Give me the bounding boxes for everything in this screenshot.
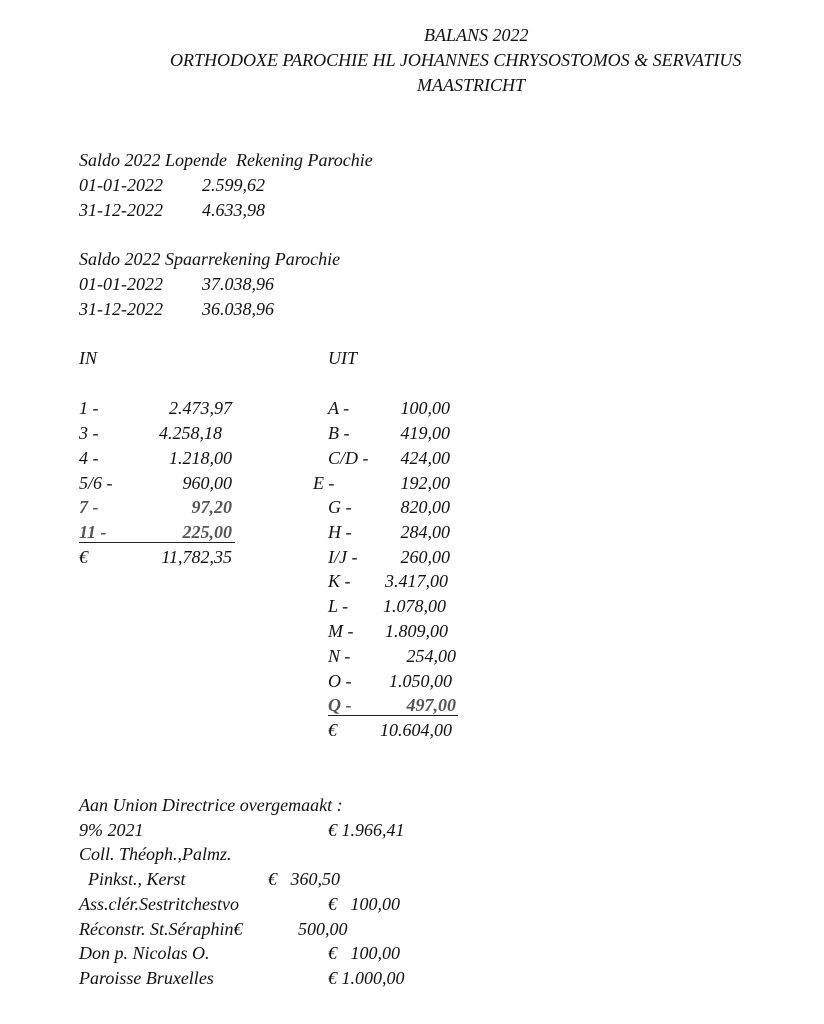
union-title: Aan Union Directrice overgemaakt :	[79, 795, 343, 815]
in-amount: 1.218,00	[169, 448, 232, 468]
doc-title: BALANS 2022	[424, 25, 529, 45]
uit-amount: 254,00	[406, 646, 456, 666]
in-amount: 2.473,97	[169, 398, 232, 418]
uit-code: B -	[328, 423, 350, 443]
spaar-amount: 36.038,96	[202, 299, 274, 319]
lopende-date: 01-01-2022	[79, 175, 163, 195]
spaar-title: Saldo 2022 Spaarrekening Parochie	[79, 249, 341, 269]
in-code: 4 -	[79, 448, 99, 468]
in-code: 11 -	[79, 522, 107, 542]
union-amount: € 100,00	[328, 943, 400, 963]
uit-amount: 100,00	[400, 398, 450, 418]
in-amount: 97,20	[191, 497, 232, 517]
uit-amount: 3.417,00	[385, 571, 448, 591]
uit-total-currency: €	[328, 720, 337, 740]
lopende-amount: 2.599,62	[202, 175, 265, 195]
uit-code: C/D -	[328, 448, 369, 468]
uit-code: E -	[313, 473, 335, 493]
in-total: 11,782,35	[161, 547, 232, 567]
in-code: 1 -	[79, 398, 99, 418]
union-amount: € 100,00	[328, 894, 400, 914]
in-amount: 225,00	[182, 522, 232, 542]
uit-amount: 1.809,00	[385, 621, 448, 641]
uit-code: M -	[328, 621, 354, 641]
uit-code: G -	[328, 497, 352, 517]
union-label: Réconstr. St.Séraphin€	[79, 919, 243, 939]
uit-amount: 1.050,00	[389, 671, 452, 691]
uit-code: K -	[328, 571, 351, 591]
uit-code: N -	[328, 646, 351, 666]
union-amount: € 1.000,00	[328, 968, 405, 988]
parish-name: ORTHODOXE PAROCHIE HL JOHANNES CHRYSOSTOMOS & SERVATIUS	[170, 50, 742, 70]
in-total-rule	[79, 542, 235, 543]
uit-amount: 424,00	[400, 448, 450, 468]
union-label: 9% 2021	[79, 820, 144, 840]
union-label: Paroisse Bruxelles	[79, 968, 214, 988]
uit-code: Q -	[328, 695, 352, 715]
lopende-title: Saldo 2022 Lopende Rekening Parochie	[79, 150, 373, 170]
in-code: 7 -	[79, 497, 99, 517]
uit-code: A -	[328, 398, 350, 418]
uit-amount: 1.078,00	[383, 596, 446, 616]
union-amount: 500,00	[298, 919, 348, 939]
lopende-date: 31-12-2022	[79, 200, 163, 220]
union-label: Ass.clér.Sestritchestvo	[79, 894, 239, 914]
uit-amount: 497,00	[406, 695, 456, 715]
city-name: MAASTRICHT	[417, 75, 525, 95]
union-amount: € 1.966,41	[328, 820, 405, 840]
uit-code: H -	[328, 522, 352, 542]
in-amount: 4.258,18	[159, 423, 222, 443]
union-amount: € 360,50	[268, 869, 340, 889]
uit-amount: 192,00	[400, 473, 450, 493]
uit-amount: 419,00	[400, 423, 450, 443]
union-label: Coll. Théoph.,Palmz.	[79, 844, 232, 864]
union-label: Pinkst., Kerst	[79, 869, 186, 889]
uit-amount: 284,00	[400, 522, 450, 542]
uit-amount: 820,00	[400, 497, 450, 517]
spaar-amount: 37.038,96	[202, 274, 274, 294]
in-total-currency: €	[79, 547, 88, 567]
uit-code: O -	[328, 671, 352, 691]
uit-heading: UIT	[328, 348, 358, 368]
uit-total: 10.604,00	[380, 720, 452, 740]
in-code: 5/6 -	[79, 473, 113, 493]
spaar-date: 01-01-2022	[79, 274, 163, 294]
spaar-date: 31-12-2022	[79, 299, 163, 319]
uit-code: I/J -	[328, 547, 358, 567]
in-amount: 960,00	[182, 473, 232, 493]
in-heading: IN	[79, 348, 97, 368]
uit-total-rule	[328, 715, 458, 716]
uit-amount: 260,00	[400, 547, 450, 567]
uit-code: L -	[328, 596, 349, 616]
lopende-amount: 4.633,98	[202, 200, 265, 220]
union-label: Don p. Nicolas O.	[79, 943, 210, 963]
in-code: 3 -	[79, 423, 99, 443]
